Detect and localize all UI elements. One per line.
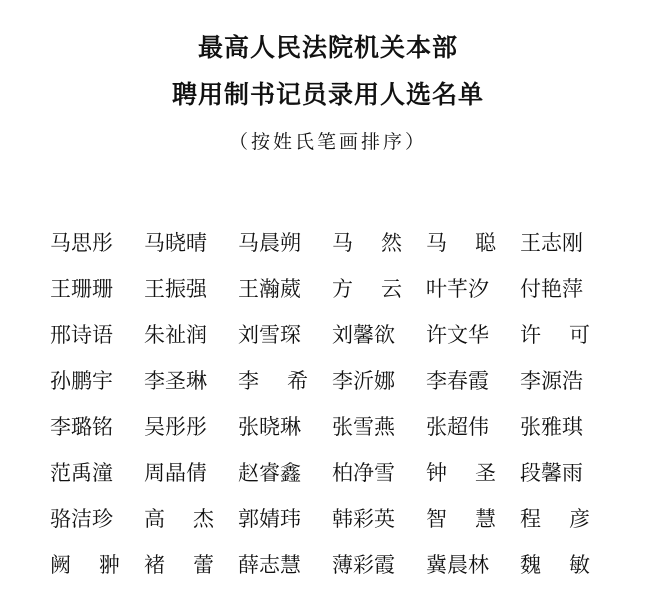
name-entry: 王振强 [144, 277, 207, 301]
name-entry: 马晨朔 [238, 231, 301, 255]
name-entry [238, 367, 308, 395]
name-row [50, 220, 610, 266]
name-entry: 李璐铭 [50, 415, 113, 439]
name-entry: 段馨雨 [520, 461, 583, 485]
name-entry [426, 505, 496, 533]
name-entry: 孙鹏宇 [50, 369, 113, 393]
name-char: 聪 [475, 231, 496, 255]
name-entry: 赵睿鑫 [238, 461, 301, 485]
name-entry: 付艳萍 [520, 277, 583, 301]
name-row [50, 542, 610, 588]
name-entry: 李沂娜 [332, 369, 395, 393]
name-char: 高 [144, 507, 165, 531]
name-entry [426, 229, 496, 257]
name-entry: 李源浩 [520, 369, 583, 393]
name-entry [426, 459, 496, 487]
name-entry: 周晶倩 [144, 461, 207, 485]
name-char: 可 [569, 323, 590, 347]
name-entry: 邢诗语 [50, 323, 113, 347]
name-entry: 范禹潼 [50, 461, 113, 485]
name-entry [332, 229, 402, 257]
name-entry: 柏净雪 [332, 461, 395, 485]
name-entry: 骆洁珍 [50, 507, 113, 531]
name-entry [144, 551, 214, 579]
document-title-line-2: 聘用制书记员录用人选名单 [171, 80, 484, 109]
name-char: 许 [520, 323, 541, 347]
name-entry: 朱祉润 [144, 323, 207, 347]
name-char: 魏 [520, 553, 541, 577]
name-row [50, 496, 610, 542]
name-entry [520, 551, 590, 579]
document-subtitle: （按姓氏笔画排序） [228, 131, 427, 153]
name-char: 慧 [475, 507, 496, 531]
name-char: 马 [426, 231, 447, 255]
name-entry: 李春霞 [426, 369, 489, 393]
name-entry: 吴彤彤 [144, 415, 207, 439]
name-char: 彦 [569, 507, 590, 531]
name-row [50, 358, 610, 404]
name-entry: 刘馨欲 [332, 323, 395, 347]
name-entry: 刘雪琛 [238, 323, 301, 347]
name-char: 褚 [144, 553, 165, 577]
name-entry [144, 505, 214, 533]
name-list [50, 220, 610, 588]
name-char: 希 [287, 369, 308, 393]
name-entry: 叶芊汐 [426, 277, 489, 301]
name-char: 李 [238, 369, 259, 393]
document-title-line-1: 最高人民法院机关本部 [197, 33, 458, 62]
name-row [50, 450, 610, 496]
name-row [50, 266, 610, 312]
name-entry: 张晓琳 [238, 415, 301, 439]
name-entry: 马晓晴 [144, 231, 207, 255]
name-entry: 韩彩英 [332, 507, 395, 531]
name-char: 蕾 [193, 553, 214, 577]
name-char: 敏 [569, 553, 590, 577]
name-entry [520, 505, 590, 533]
name-entry: 薛志慧 [238, 553, 301, 577]
name-char: 圣 [475, 461, 496, 485]
name-entry: 马思彤 [50, 231, 113, 255]
name-entry [332, 275, 402, 303]
name-entry: 王珊珊 [50, 277, 113, 301]
name-char: 然 [381, 231, 402, 255]
name-char: 马 [332, 231, 353, 255]
name-entry: 王瀚葳 [238, 277, 301, 301]
name-char: 方 [332, 277, 353, 301]
name-entry [50, 551, 120, 579]
name-char: 云 [381, 277, 402, 301]
name-entry: 郭婧玮 [238, 507, 301, 531]
name-char: 智 [426, 507, 447, 531]
name-entry: 张雅琪 [520, 415, 583, 439]
name-entry: 李圣琳 [144, 369, 207, 393]
name-entry: 王志刚 [520, 231, 583, 255]
name-char: 翀 [99, 553, 120, 577]
name-entry [520, 321, 590, 349]
name-char: 程 [520, 507, 541, 531]
name-entry: 冀晨林 [426, 553, 489, 577]
name-entry: 张超伟 [426, 415, 489, 439]
name-char: 杰 [193, 507, 214, 531]
name-char: 钟 [426, 461, 447, 485]
name-row [50, 404, 610, 450]
name-entry: 张雪燕 [332, 415, 395, 439]
name-char: 阙 [50, 553, 71, 577]
name-row [50, 312, 610, 358]
name-entry: 许文华 [426, 323, 489, 347]
name-entry: 薄彩霞 [332, 553, 395, 577]
